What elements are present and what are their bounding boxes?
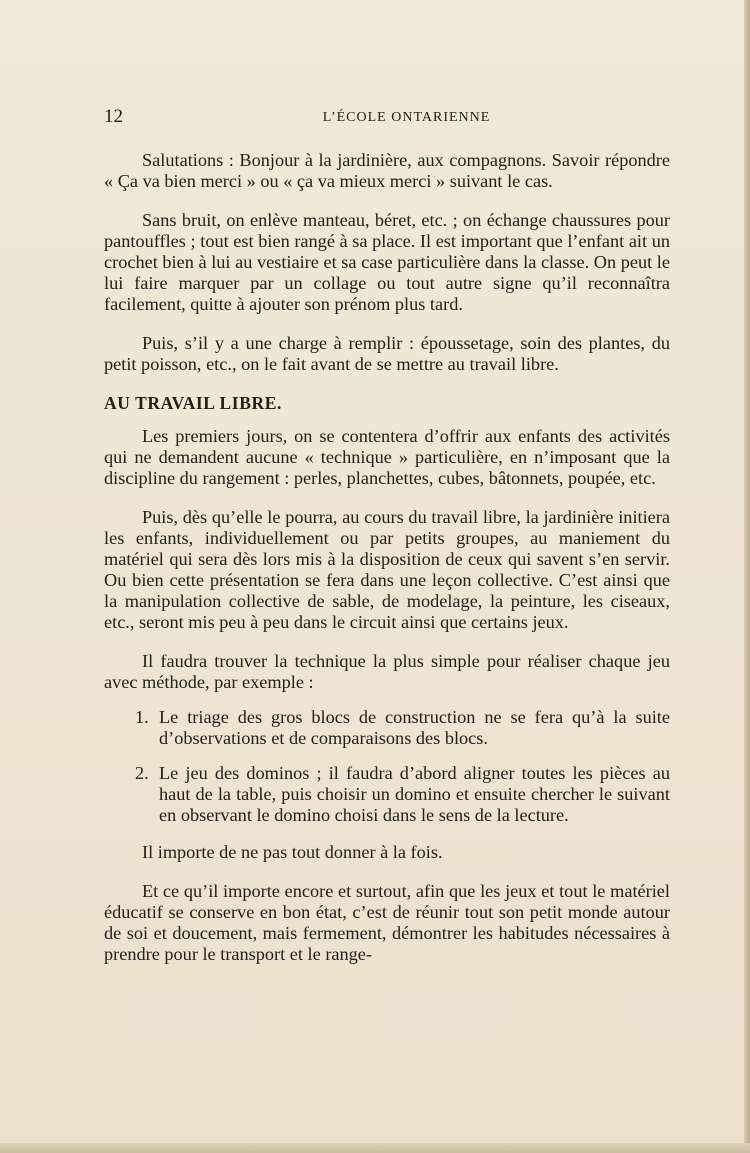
paragraph-initiera: Puis, dès qu’elle le pourra, au cours du travail libre, la jardinière initiera les enfants, individuellement ou par petits groupes, au maniement du matériel qui sera dès lors mis à la disposition de ceux qui savent s’en servir. Ou bien cette présentation se fera dans une leçon collective. C’est ainsi que la manipulation collective de sable, de modelage, la peinture, les ciseaux, etc., seront mis peu à peu dans le circuit ainsi que certains jeux.	[104, 507, 670, 632]
list-item	[104, 707, 670, 749]
page-body	[104, 150, 670, 965]
paragraph-importe: Il importe de ne pas tout donner à la fois.	[142, 842, 443, 862]
paragraph-salutations: Salutations : Bonjour à la jardinière, aux compagnons. Savoir répondre « Ça va bien merci » ou « ça va mieux merci » suivant le cas.	[104, 150, 670, 191]
example-list	[104, 707, 670, 826]
list-item	[104, 763, 670, 826]
page-edge-right	[744, 0, 750, 1153]
paragraph-sans-bruit: Sans bruit, on enlève manteau, béret, etc. ; on échange chaussures pour pantouffles ; tout est bien rangé à sa place. Il est important que l’enfant ait un crochet bien à lui au vestiaire et sa case particulière dans la classe. On peut le lui faire marquer par un collage ou tout autre signe qu’il reconnaîtra facilement, quitte à ajouter son prénom plus tard.	[104, 210, 670, 314]
paragraph-materiel: Et ce qu’il importe encore et surtout, afin que les jeux et tout le matériel éducatif se conserve en bon état, c’est de réunir tout son petit monde autour de soi et doucement, mais fermement, démontrer les habitudes nécessaires à prendre pour le transport et le range-	[104, 881, 670, 964]
running-title: L’ÉCOLE ONTARIENNE	[322, 110, 491, 125]
list-item-text: Le triage des gros blocs de construction ne se fera qu’à la suite d’observations et de comparaisons des blocs.	[159, 707, 670, 748]
section-heading: AU TRAVAIL LIBRE.	[104, 393, 282, 413]
paragraph-technique: Il faudra trouver la technique la plus simple pour réaliser chaque jeu avec méthode, par exemple :	[104, 651, 670, 692]
list-item-number: 1.	[135, 707, 149, 727]
list-item-number: 2.	[135, 763, 149, 783]
page-number: 12	[104, 106, 123, 127]
page-edge-bottom	[0, 1143, 750, 1153]
paragraph-charge: Puis, s’il y a une charge à remplir : époussetage, soin des plantes, du petit poisson, etc., on le fait avant de se mettre au travail libre.	[104, 333, 670, 374]
page-header	[104, 106, 669, 130]
list-item-text: Le jeu des dominos ; il faudra d’abord aligner toutes les pièces au haut de la table, puis choisir un domino et ensuite chercher le suivant en observant le domino choisi dans le sens de la lecture.	[159, 763, 670, 825]
paragraph-premiers-jours: Les premiers jours, on se contentera d’offrir aux enfants des activités qui ne demandent aucune « technique » particulière, en n’imposant que la discipline du rangement : perles, planchettes, cubes, bâtonnets, poupée, etc.	[104, 426, 670, 488]
